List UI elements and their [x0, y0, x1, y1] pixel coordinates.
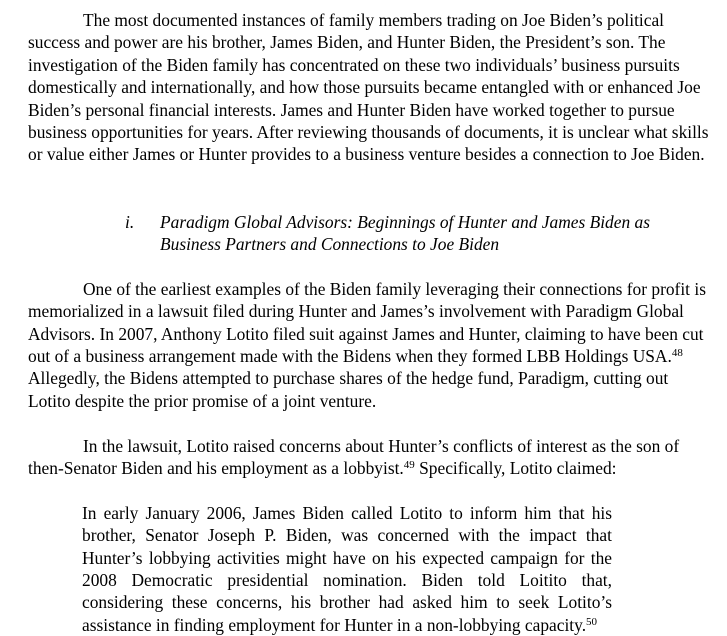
block-quote-text: In early January 2006, James Biden called Lotito to inform him that his brother, Senator Joseph P. Biden, was concerned with the impact that Hunter’s lobbying activities might have on his expected campaign for the 2008 Democratic presidential nomination. Biden told Loitito that, considering these concerns, his brother had asked him to seek Lotito’s assistance in finding employment for Hunter in a non-lobbying capacity.: [82, 502, 612, 635]
section-heading: [125, 211, 680, 256]
paragraph-lotito-concerns: [28, 435, 712, 480]
spacer: [28, 412, 712, 434]
paragraph-text: Allegedly, the Bidens attempted to purchase shares of the hedge fund, Paradigm, cutting out Lotito despite the prior promise of a joint venture.: [28, 368, 669, 411]
footnote-ref-50[interactable]: 50: [586, 615, 598, 628]
spacer: [28, 479, 712, 501]
spacer: [28, 255, 712, 277]
footnote-ref-49[interactable]: 49: [403, 459, 415, 472]
paragraph-text: In the lawsuit, Lotito raised concerns about Hunter’s conflicts of interest as the son of then-Senator Biden and his employment as a lobbyist.: [28, 435, 680, 479]
paragraph-text: One of the earliest examples of the Biden family leveraging their connections for profit is memorialized in a lawsuit filed during Hunter and James’s involvement with Paradigm Global Advisors. In 2007, Anthony Lotito filed suit against James and Hunter, claiming to have been cut out of a business arrangement made with the Bidens when they formed LBB Holdings USA.: [28, 278, 706, 367]
block-quote: [82, 502, 612, 636]
spacer: [28, 166, 712, 188]
document-page: [28, 9, 712, 636]
section-heading-number: i.: [125, 211, 135, 232]
paragraph-family-members-trading: The most documented instances of family members trading on Joe Biden’s political success and power are his brother, James Biden, and Hunter Biden, the President’s son. The investigation of the Biden family has concentrated on these two individuals’ business pursuits domestically and internationally, and how those pursuits became entangled with or enhanced Joe Biden’s personal financial interests. James and Hunter Biden have worked together to pursue business opportunities for years. After reviewing thousands of documents, it is unclear what skills or value either James or Hunter provides to a business venture besides a connection to Joe Biden.: [28, 10, 709, 165]
paragraph-paradigm-lawsuit: [28, 278, 712, 412]
section-heading-text: Paradigm Global Advisors: Beginnings of Hunter and James Biden as Business Partners and Connections to Joe Biden: [160, 211, 650, 255]
footnote-ref-48[interactable]: 48: [671, 347, 683, 360]
spacer: [28, 188, 712, 210]
paragraph-text: Specifically, Lotito claimed:: [414, 458, 617, 479]
